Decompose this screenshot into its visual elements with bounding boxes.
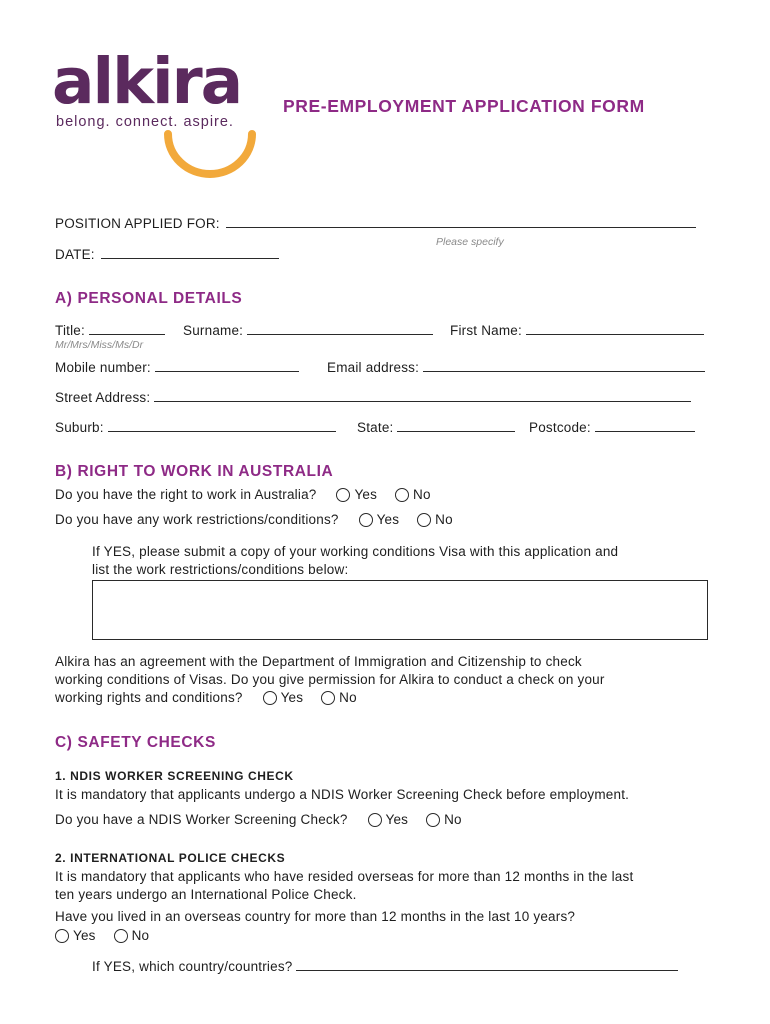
radio-icon[interactable] (395, 488, 409, 502)
position-row (55, 216, 696, 231)
country-input[interactable] (296, 959, 678, 971)
ndis-heading: 1. NDIS WORKER SCREENING CHECK (55, 769, 294, 783)
logo-tagline: belong. connect. aspire. (56, 114, 234, 130)
surname-row (183, 323, 433, 338)
no-label: No (131, 928, 150, 943)
postcode-row (529, 420, 695, 435)
first-name-input[interactable] (526, 323, 704, 335)
state-label: State: (357, 420, 394, 435)
position-input[interactable] (226, 216, 696, 228)
agreement-line-3: working rights and conditions? (55, 690, 243, 705)
mobile-row (55, 360, 299, 375)
street-label: Street Address: (55, 390, 151, 405)
radio-icon[interactable] (114, 929, 128, 943)
suburb-label: Suburb: (55, 420, 104, 435)
ndis-q-row (55, 812, 462, 827)
restrictions-textbox[interactable] (92, 580, 708, 640)
mobile-input[interactable] (155, 360, 299, 372)
email-row (327, 360, 705, 375)
rtw-q2-row (55, 512, 453, 527)
yes-label: Yes (376, 512, 400, 527)
radio-icon[interactable] (55, 929, 69, 943)
police-no-option[interactable] (114, 928, 150, 943)
email-label: Email address: (327, 360, 420, 375)
suburb-input[interactable] (108, 420, 336, 432)
street-row (55, 390, 691, 405)
date-row (55, 247, 279, 262)
radio-icon[interactable] (417, 513, 431, 527)
date-input[interactable] (101, 247, 279, 259)
yes-label: Yes (73, 928, 96, 943)
street-input[interactable] (154, 390, 691, 402)
page-title: PRE-EMPLOYMENT APPLICATION FORM (283, 96, 645, 116)
rtw-q1-no-option[interactable] (395, 487, 431, 502)
ndis-q-label: Do you have a NDIS Worker Screening Check? (55, 812, 348, 827)
country-row (92, 959, 678, 974)
no-label: No (413, 487, 431, 502)
logo-wordmark: alkira (52, 45, 242, 118)
radio-icon[interactable] (426, 813, 440, 827)
title-input[interactable] (89, 323, 165, 335)
yes-label: Yes (385, 812, 409, 827)
rtw-q1-yes-option[interactable] (336, 487, 377, 502)
police-text-1: It is mandatory that applicants who have resided overseas for more than 12 months in the last (55, 869, 634, 884)
yes-label: Yes (280, 690, 304, 705)
title-hint: Mr/Mrs/Miss/Ms/Dr (55, 339, 144, 351)
first-name-label: First Name: (450, 323, 522, 338)
rtw-instruction-2: list the work restrictions/conditions below: (92, 562, 349, 577)
mobile-label: Mobile number: (55, 360, 151, 375)
surname-input[interactable] (247, 323, 433, 335)
state-row (357, 420, 515, 435)
agreement-row (55, 690, 357, 705)
state-input[interactable] (397, 420, 515, 432)
no-label: No (444, 812, 462, 827)
section-personal-heading: A) PERSONAL DETAILS (55, 290, 243, 307)
position-hint: Please specify (436, 236, 504, 248)
radio-icon[interactable] (263, 691, 277, 705)
rtw-q1-label: Do you have the right to work in Australia? (55, 487, 317, 502)
date-label: DATE: (55, 247, 95, 262)
agreement-line-1: Alkira has an agreement with the Department of Immigration and Citizenship to check (55, 654, 582, 669)
radio-icon[interactable] (321, 691, 335, 705)
agreement-no-option[interactable] (321, 690, 357, 705)
police-question: Have you lived in an overseas country for more than 12 months in the last 10 years? (55, 909, 576, 924)
police-text-2: ten years undergo an International Police Check. (55, 887, 357, 902)
ndis-yes-option[interactable] (368, 812, 409, 827)
rtw-q1-row (55, 487, 431, 502)
logo (52, 45, 262, 178)
section-rtw-heading: B) RIGHT TO WORK IN AUSTRALIA (55, 463, 334, 480)
no-label: No (339, 690, 357, 705)
title-label: Title: (55, 323, 85, 338)
first-name-row (450, 323, 704, 338)
postcode-input[interactable] (595, 420, 695, 432)
radio-icon[interactable] (368, 813, 382, 827)
no-label: No (435, 512, 453, 527)
agreement-line-2: working conditions of Visas. Do you give permission for Alkira to conduct a check on your (55, 672, 605, 687)
ndis-no-option[interactable] (426, 812, 462, 827)
country-label: If YES, which country/countries? (92, 959, 293, 974)
surname-label: Surname: (183, 323, 244, 338)
title-row (55, 323, 165, 338)
smile-arc-icon (162, 130, 258, 178)
position-label: POSITION APPLIED FOR: (55, 216, 220, 231)
rtw-q2-no-option[interactable] (417, 512, 453, 527)
suburb-row (55, 420, 336, 435)
radio-icon[interactable] (336, 488, 350, 502)
rtw-q2-label: Do you have any work restrictions/conditions? (55, 512, 339, 527)
yes-label: Yes (354, 487, 378, 502)
police-heading: 2. INTERNATIONAL POLICE CHECKS (55, 851, 286, 865)
police-options-row (55, 928, 149, 943)
email-input[interactable] (423, 360, 705, 372)
rtw-instruction-1: If YES, please submit a copy of your working conditions Visa with this application and (92, 544, 619, 559)
rtw-q2-yes-option[interactable] (359, 512, 400, 527)
radio-icon[interactable] (359, 513, 373, 527)
agreement-yes-option[interactable] (263, 690, 304, 705)
police-yes-option[interactable] (55, 928, 96, 943)
section-safety-heading: C) SAFETY CHECKS (55, 734, 216, 751)
postcode-label: Postcode: (529, 420, 591, 435)
ndis-text: It is mandatory that applicants undergo a NDIS Worker Screening Check before employment. (55, 787, 630, 802)
